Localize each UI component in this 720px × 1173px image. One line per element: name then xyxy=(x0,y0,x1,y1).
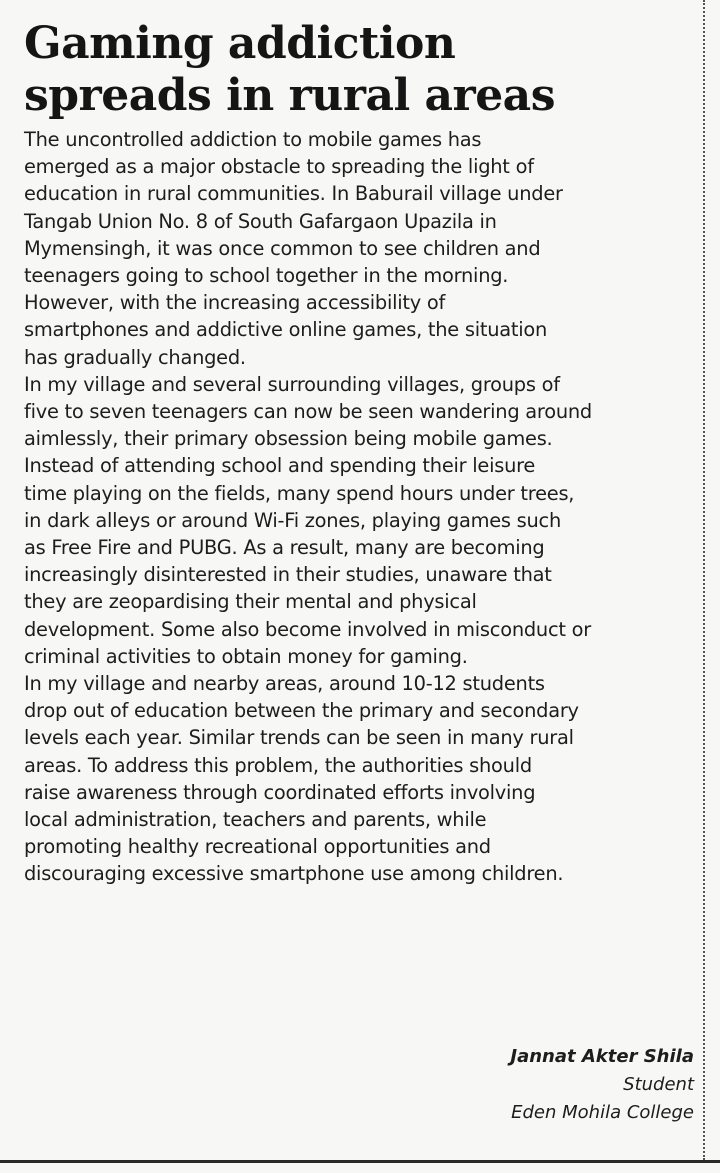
body-text-line: Instead of attending school and spending their leisure xyxy=(24,454,536,478)
body-text-line: The uncontrolled addiction to mobile games has xyxy=(24,128,482,151)
body-text-line: as Free Fire and PUBG. As a result, many are becoming xyxy=(24,536,545,560)
body-text-line: emerged as a major obstacle to spreading the light of xyxy=(24,155,534,179)
body-text-line: five to seven teenagers can now be seen wandering around xyxy=(24,400,592,424)
headline-line-1: Gaming addiction xyxy=(24,18,456,69)
body-text-line: they are zeopardising their mental and physical xyxy=(24,590,477,614)
author-name: Jannat Akter Shila xyxy=(510,1046,694,1067)
letter-article xyxy=(24,18,700,888)
body-text-line: However, with the increasing accessibility of xyxy=(24,291,446,315)
body-text-line: education in rural communities. In Baburail village under xyxy=(24,182,563,206)
byline xyxy=(510,1043,694,1127)
body-text-line: Tangab Union No. 8 of South Gafargaon Upazila in xyxy=(24,209,497,233)
author-institution: Eden Mohila College xyxy=(511,1102,694,1123)
body-text-line: levels each year. Similar trends can be seen in many rural xyxy=(24,726,574,750)
body-text-line: increasingly disinterested in their studies, unaware that xyxy=(24,563,552,587)
body-text-line: In my village and nearby areas, around 10-12 students xyxy=(24,672,545,696)
body-text-line: promoting healthy recreational opportunities and xyxy=(24,835,491,859)
column-divider-rule xyxy=(703,0,705,1160)
body-text-line: has gradually changed. xyxy=(24,345,246,369)
headline-line-2: spreads in rural areas xyxy=(24,70,555,121)
bottom-border-rule xyxy=(0,1160,720,1163)
body-text-line: development. Some also become involved in misconduct or xyxy=(24,617,591,641)
body-text-line: raise awareness through coordinated efforts involving xyxy=(24,780,536,804)
body-text-line: local administration, teachers and parents, while xyxy=(24,808,487,832)
body-text-line: time playing on the fields, many spend hours under trees, xyxy=(24,481,575,505)
body-text-line: smartphones and addictive online games, the situation xyxy=(24,318,548,342)
body-text-line: areas. To address this problem, the authorities should xyxy=(24,753,532,777)
body-text-line: aimlessly, their primary obsession being mobile games. xyxy=(24,427,553,451)
article-body xyxy=(24,126,700,888)
body-text-line: drop out of education between the primary and secondary xyxy=(24,699,579,723)
body-text-line: In my village and several surrounding villages, groups of xyxy=(24,372,560,396)
body-text-line: Mymensingh, it was once common to see children and xyxy=(24,236,541,260)
body-text-line: in dark alleys or around Wi-Fi zones, playing games such xyxy=(24,508,562,532)
headline xyxy=(24,18,700,122)
body-text-line: criminal activities to obtain money for gaming. xyxy=(24,644,468,668)
body-text-line: discouraging excessive smartphone use among children. xyxy=(24,862,564,886)
body-text-line: teenagers going to school together in the morning. xyxy=(24,264,509,288)
author-role: Student xyxy=(623,1074,694,1095)
